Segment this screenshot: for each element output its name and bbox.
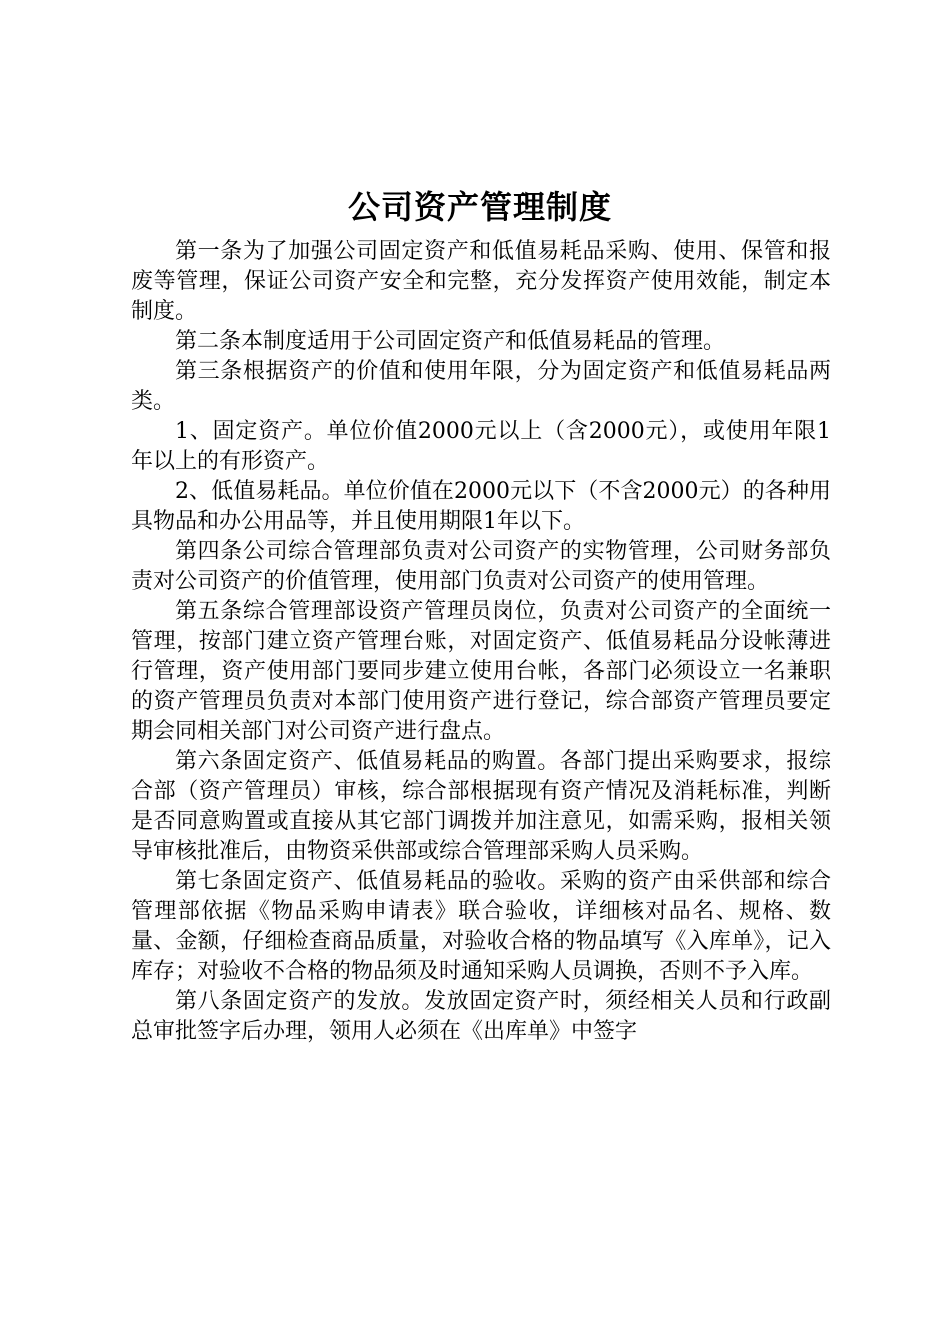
article-6-paragraph: 第六条固定资产、低值易耗品的购置。各部门提出采购要求，报综合部（资产管理员）审核，综合部根据现有资产情况及消耗标准，判断是否同意购置或直接从其它部门调拨并加注意见，如需采购，报相关领导审核批准后，由物资采供部或综合管理部采购人员采购。: [131, 749, 831, 864]
article-7-paragraph: 第七条固定资产、低值易耗品的验收。采购的资产由采供部和综合管理部依据《物品采购申请表》联合验收，详细核对品名、规格、数量、金额，仔细检查商品质量，对验收合格的物品填写《入库单》，记入库存；对验收不合格的物品须及时通知采购人员调换，否则不予入库。: [131, 869, 831, 984]
article-8-paragraph: 第八条固定资产的发放。发放固定资产时，须经相关人员和行政副总审批签字后办理，领用人必须在《出库单》中签字: [131, 989, 831, 1044]
article-1-paragraph: 第一条为了加强公司固定资产和低值易耗品采购、使用、保管和报废等管理，保证公司资产安全和完整，充分发挥资产使用效能，制定本制度。: [131, 239, 831, 324]
article-3-paragraph: 第三条根据资产的价值和使用年限，分为固定资产和低值易耗品两类。: [131, 359, 831, 414]
low-value-consumable-definition: 2、低值易耗品。单位价值在2000元以下（不含2000元）的各种用具物品和办公用品等，并且使用期限1年以下。: [131, 479, 831, 534]
document-title: 公司资产管理制度: [347, 188, 612, 226]
fixed-asset-definition: 1、固定资产。单位价值2000元以上（含2000元），或使用年限1年以上的有形资产。: [131, 419, 831, 474]
article-4-paragraph: 第四条公司综合管理部负责对公司资产的实物管理，公司财务部负责对公司资产的价值管理，使用部门负责对公司资产的使用管理。: [131, 539, 831, 594]
article-2-paragraph: 第二条本制度适用于公司固定资产和低值易耗品的管理。: [175, 329, 726, 354]
article-5-paragraph: 第五条综合管理部设资产管理员岗位，负责对公司资产的全面统一管理，按部门建立资产管理台账，对固定资产、低值易耗品分设帐薄进行管理，资产使用部门要同步建立使用台帐，各部门必须设立一名兼职的资产管理员负责对本部门使用资产进行登记，综合部资产管理员要定期会同相关部门对公司资产进行盘点。: [131, 599, 831, 744]
document-body: [131, 237, 831, 1047]
